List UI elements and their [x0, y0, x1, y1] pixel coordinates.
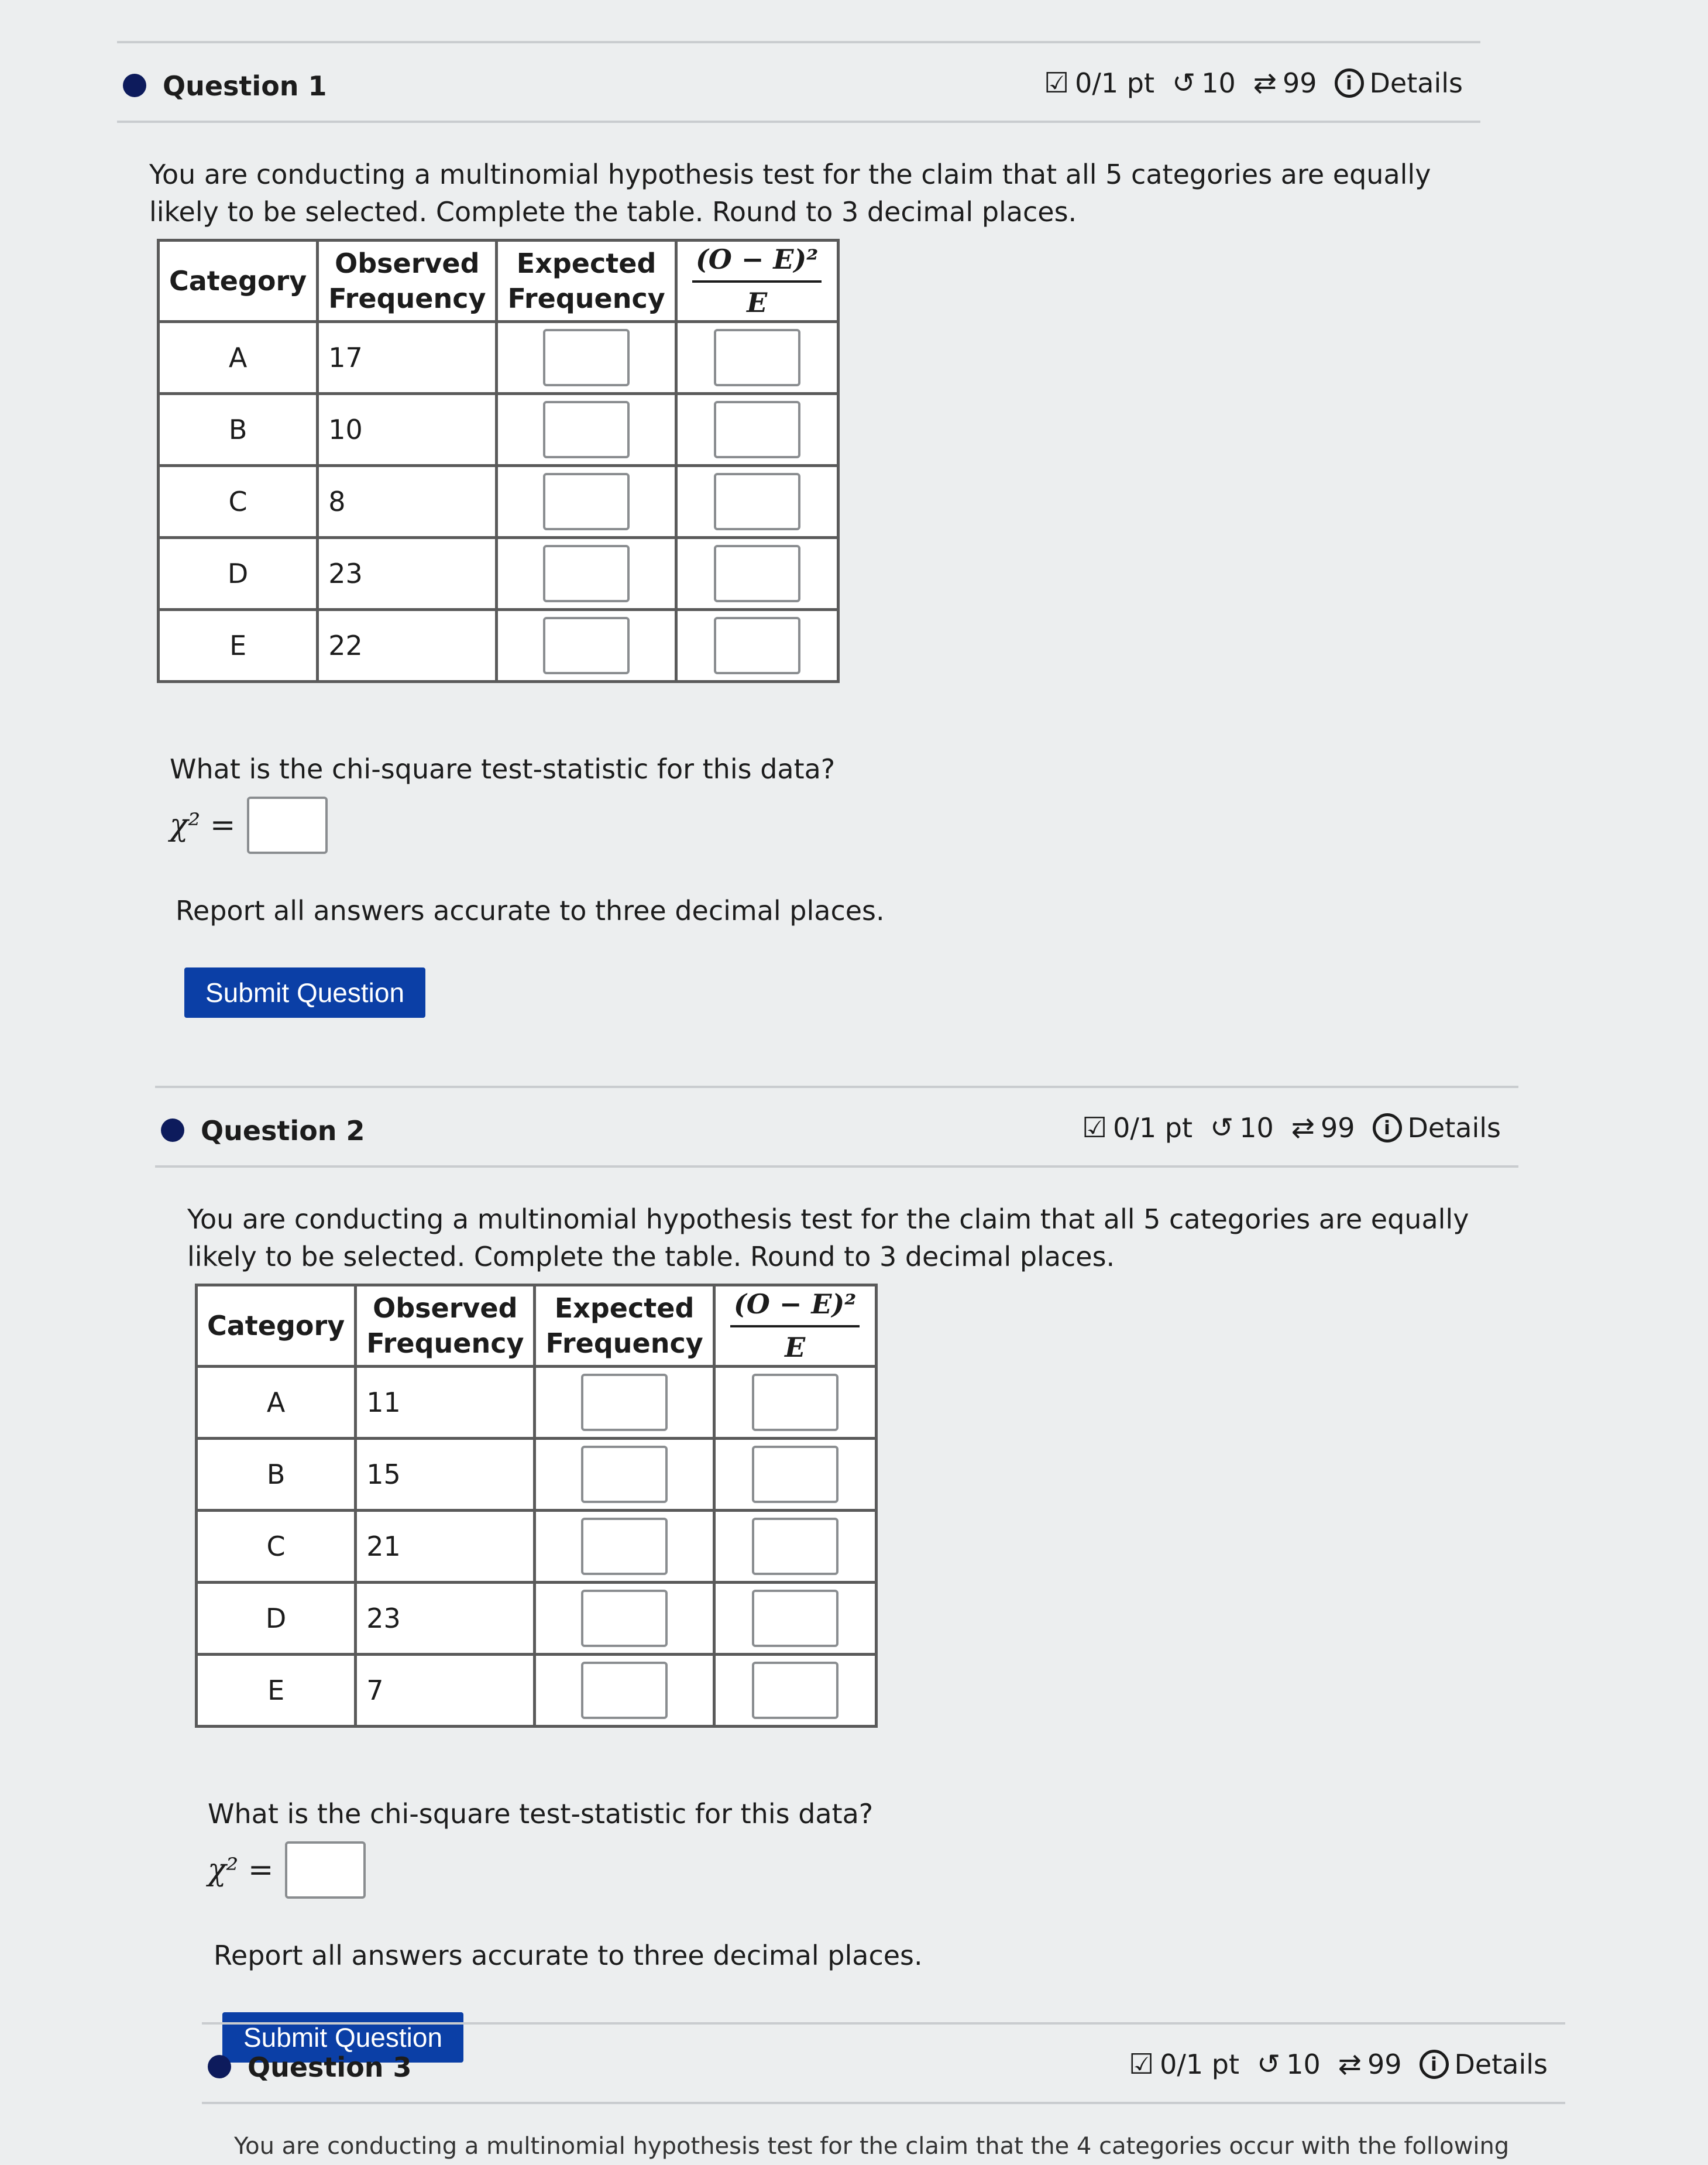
- chi-fraction-denominator: E: [747, 287, 768, 318]
- observed-cell: 11: [356, 1367, 535, 1439]
- details-text: Details: [1407, 1112, 1501, 1144]
- expected-input[interactable]: [543, 329, 630, 386]
- header-chi-component: [714, 1285, 876, 1367]
- submit-question-button[interactable]: Submit Question: [222, 2012, 463, 2063]
- attempts-indicator: [1253, 67, 1317, 99]
- expected-input[interactable]: [581, 1374, 668, 1431]
- chi-component-input[interactable]: [714, 473, 800, 530]
- chi-component-input[interactable]: [752, 1590, 838, 1647]
- chi-square-row: [208, 1841, 1518, 1899]
- question-3: [202, 2022, 1565, 2165]
- category-cell: B: [197, 1439, 356, 1511]
- observed-cell: 10: [318, 394, 497, 466]
- table-row: [159, 538, 838, 610]
- question-status-dot: [123, 74, 146, 97]
- observed-cell: 21: [356, 1511, 535, 1583]
- details-link[interactable]: [1335, 67, 1463, 99]
- question-meta: [1129, 2048, 1548, 2081]
- retries-indicator: [1257, 2048, 1321, 2081]
- chi-component-input[interactable]: [714, 545, 800, 602]
- chi-fraction: [692, 242, 822, 320]
- chi-fraction-numerator: (O − E)²: [692, 242, 822, 283]
- table-row: [197, 1583, 877, 1655]
- category-cell: E: [159, 610, 318, 682]
- points-indicator: [1082, 1111, 1192, 1144]
- report-note: Report all answers accurate to three decimal places.: [214, 1940, 923, 1971]
- points-indicator: [1129, 2048, 1239, 2081]
- observed-cell: 23: [318, 538, 497, 610]
- question-meta: [1082, 1111, 1501, 1144]
- table-row: [197, 1367, 877, 1439]
- header-observed: Observed Frequency: [356, 1285, 535, 1367]
- details-link[interactable]: [1373, 1112, 1501, 1144]
- expected-input[interactable]: [543, 617, 630, 674]
- question-status-dot: [161, 1118, 184, 1142]
- expected-input[interactable]: [581, 1518, 668, 1575]
- question-status-dot: [208, 2055, 231, 2078]
- report-note: Report all answers accurate to three decimal places.: [176, 895, 885, 927]
- table-header-row: [159, 241, 838, 322]
- chi-square-row: [170, 797, 1480, 854]
- retries-text: 10: [1286, 2049, 1321, 2080]
- category-cell: C: [159, 466, 318, 538]
- table-row: [197, 1511, 877, 1583]
- chi-fraction-denominator: E: [785, 1332, 806, 1363]
- observed-cell: 8: [318, 466, 497, 538]
- question-header: [155, 1086, 1518, 1168]
- header-observed: Observed Frequency: [318, 241, 497, 322]
- question-header: [202, 2022, 1565, 2104]
- undo-icon: ↺: [1209, 1111, 1234, 1144]
- chi-component-input[interactable]: [752, 1518, 838, 1575]
- chi-component-input[interactable]: [752, 1374, 838, 1431]
- header-category: Category: [159, 241, 318, 322]
- question-title: Question 3: [248, 2051, 412, 2083]
- expected-input[interactable]: [581, 1662, 668, 1719]
- chi-component-input[interactable]: [714, 401, 800, 458]
- question-1: [117, 41, 1480, 1018]
- chi-fraction: [730, 1286, 860, 1365]
- category-cell: A: [197, 1367, 356, 1439]
- expected-input[interactable]: [581, 1446, 668, 1503]
- question-2: [155, 1086, 1518, 2063]
- attempts-text: 99: [1320, 1112, 1355, 1144]
- chi-component-input[interactable]: [752, 1446, 838, 1503]
- chi-square-input[interactable]: [247, 797, 328, 854]
- table-header-row: [197, 1285, 877, 1367]
- question-title: Question 1: [163, 70, 327, 102]
- details-link[interactable]: [1420, 2049, 1548, 2080]
- question-prompt: You are conducting a multinomial hypothesis test for the claim that all 5 categories are equally likely to be selected. Complete the table. Round to 3 decimal places.: [149, 159, 1431, 228]
- header-expected: Expected Frequency: [497, 241, 676, 322]
- observed-cell: 23: [356, 1583, 535, 1655]
- expected-input[interactable]: [543, 401, 630, 458]
- table-row: [197, 1655, 877, 1727]
- expected-input[interactable]: [543, 545, 630, 602]
- question-title: Question 2: [201, 1115, 365, 1147]
- retries-indicator: [1172, 67, 1236, 99]
- repeat-icon: ⇄: [1338, 2048, 1362, 2081]
- expected-input[interactable]: [543, 473, 630, 530]
- details-text: Details: [1369, 67, 1463, 99]
- retries-text: 10: [1201, 67, 1236, 99]
- chi-fraction-numerator: (O − E)²: [730, 1286, 860, 1327]
- header-expected: Expected Frequency: [535, 1285, 714, 1367]
- stat-question: What is the chi-square test-statistic for this data?: [208, 1798, 874, 1830]
- attempts-text: 99: [1367, 2049, 1402, 2080]
- points-indicator: [1044, 67, 1154, 99]
- retries-text: 10: [1239, 1112, 1274, 1144]
- question-prompt: You are conducting a multinomial hypothesis test for the claim that all 5 categories are equally likely to be selected. Complete the table. Round to 3 decimal places.: [187, 1203, 1469, 1272]
- stat-question: What is the chi-square test-statistic for this data?: [170, 753, 836, 785]
- chi-square-input[interactable]: [285, 1841, 366, 1899]
- frequency-table: [157, 239, 840, 683]
- undo-icon: ↺: [1171, 67, 1196, 99]
- checkbox-icon: ☑: [1044, 67, 1070, 99]
- category-cell: B: [159, 394, 318, 466]
- observed-cell: 7: [356, 1655, 535, 1727]
- question-meta: [1044, 67, 1463, 99]
- observed-cell: 22: [318, 610, 497, 682]
- checkbox-icon: ☑: [1082, 1111, 1108, 1144]
- table-row: [159, 322, 838, 394]
- repeat-icon: ⇄: [1253, 67, 1277, 99]
- info-icon: i: [1335, 68, 1364, 98]
- chi-square-label: χ² =: [208, 1852, 274, 1888]
- submit-question-button[interactable]: Submit Question: [184, 967, 425, 1018]
- details-text: Details: [1454, 2049, 1548, 2080]
- table-row: [159, 394, 838, 466]
- category-cell: E: [197, 1655, 356, 1727]
- retries-indicator: [1210, 1111, 1274, 1144]
- chi-component-input[interactable]: [752, 1662, 838, 1719]
- attempts-text: 99: [1282, 67, 1317, 99]
- attempts-indicator: [1291, 1111, 1355, 1144]
- category-cell: D: [159, 538, 318, 610]
- table-row: [197, 1439, 877, 1511]
- points-text: 0/1 pt: [1075, 67, 1154, 99]
- points-text: 0/1 pt: [1113, 1112, 1192, 1144]
- table-row: [159, 466, 838, 538]
- question-header: [117, 41, 1480, 123]
- observed-cell: 15: [356, 1439, 535, 1511]
- header-category: Category: [197, 1285, 356, 1367]
- checkbox-icon: ☑: [1129, 2048, 1154, 2081]
- category-cell: D: [197, 1583, 356, 1655]
- category-cell: A: [159, 322, 318, 394]
- header-chi-component: [676, 241, 838, 322]
- points-text: 0/1 pt: [1160, 2049, 1239, 2080]
- frequency-table: [195, 1284, 878, 1728]
- chi-component-input[interactable]: [714, 329, 800, 386]
- undo-icon: ↺: [1256, 2048, 1281, 2081]
- info-icon: i: [1373, 1113, 1402, 1142]
- question-prompt: You are conducting a multinomial hypothesis test for the claim that the 4 categories occur with the following: [234, 2133, 1510, 2160]
- expected-input[interactable]: [581, 1590, 668, 1647]
- repeat-icon: ⇄: [1291, 1111, 1315, 1144]
- chi-component-input[interactable]: [714, 617, 800, 674]
- chi-square-label: χ² =: [170, 808, 236, 843]
- category-cell: C: [197, 1511, 356, 1583]
- table-row: [159, 610, 838, 682]
- observed-cell: 17: [318, 322, 497, 394]
- attempts-indicator: [1338, 2048, 1402, 2081]
- info-icon: i: [1420, 2050, 1449, 2079]
